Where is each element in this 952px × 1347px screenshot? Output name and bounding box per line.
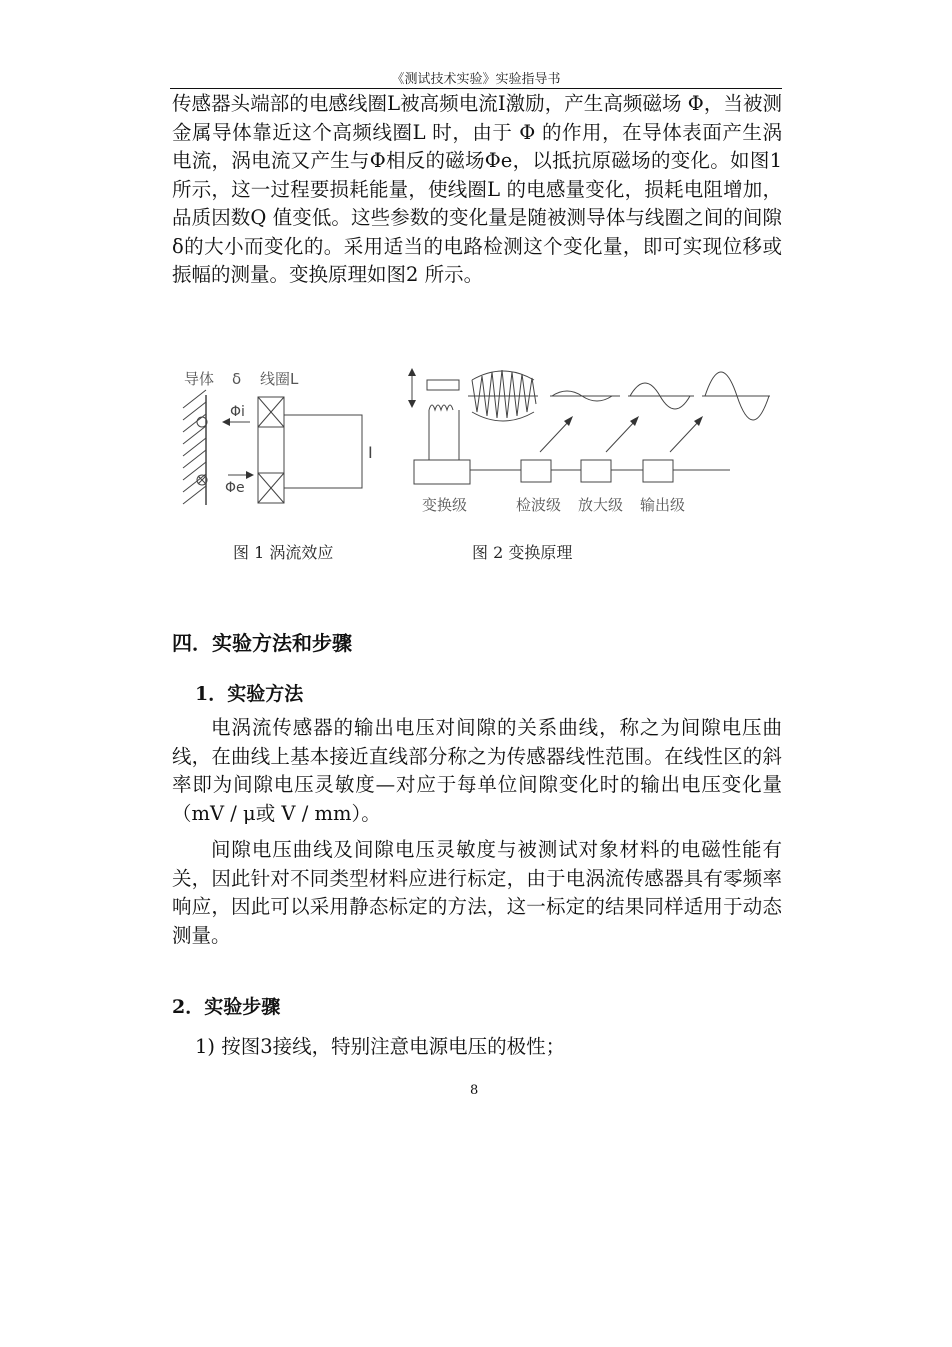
step-1: 1) 按图3接线，特别注意电源电压的极性； <box>195 1035 566 1058</box>
label-delta: δ <box>232 370 242 388</box>
stage-transform-label: 变换级 <box>422 496 468 514</box>
method-paragraph-1: 电涡流传感器的输出电压对间隙的关系曲线，称之为间隙电压曲线，在曲线上基本接近直线部分称之为传感器线性范围。在线性区的斜率即为间隙电压灵敏度—对应于每单位间隙变化时的输出电压变化量（mV / μ或 V / mm）。 <box>172 716 782 825</box>
label-phi-e: Φe <box>225 480 245 496</box>
header-rule <box>170 88 782 89</box>
intro-paragraph: 传感器头端部的电感线圈L被高频电流I激励，产生高频磁场 Φ，当被测金属导体靠近这个高频线圈L 时，由于 Φ 的作用，在导体表面产生涡电流，涡电流又产生与Φ相反的磁场Φe，以抵抗原磁场的变化。如图1 所示，这一过程要损耗能量，使线圈L 的电感量变化，损耗电阻增加，品质因数Q 值变低。这些参数的变化量是随被测导体与线圈之间的间隙δ的大小而变化的。采用适当的电路检测这个变化量，即可实现位移或振幅的测量。变换原理如图2 所示。 <box>172 92 782 286</box>
stage-detect-label: 检波级 <box>516 496 562 514</box>
stage-output-label: 输出级 <box>640 496 686 514</box>
subsection-2-heading: 2．实验步骤 <box>172 996 281 1018</box>
figure-1-caption: 图 1 涡流效应 <box>233 543 334 562</box>
figure-2-caption: 图 2 变换原理 <box>472 543 573 562</box>
figure-2-conversion-principle <box>400 360 780 520</box>
label-conductor: 导体 <box>184 370 215 388</box>
label-phi-i: Φi <box>230 404 245 420</box>
stage-amplify-label: 放大级 <box>578 496 624 514</box>
running-header: 《测试技术实验》实验指导书 <box>391 72 561 87</box>
label-coil: 线圈L <box>260 370 299 388</box>
figure-1-eddy-current <box>170 360 395 520</box>
subsection-1-heading: 1．实验方法 <box>195 683 304 705</box>
method-paragraph-2: 间隙电压曲线及间隙电压灵敏度与被测试对象材料的电磁性能有关，因此针对不同类型材料应进行标定，由于电涡流传感器具有零频率响应，因此可以采用静态标定的方法，这一标定的结果同样适用于动态测量。 <box>172 838 782 947</box>
label-current: I <box>368 443 373 462</box>
page-number: 8 <box>470 1083 479 1098</box>
section-4-heading: 四．实验方法和步骤 <box>172 631 352 655</box>
